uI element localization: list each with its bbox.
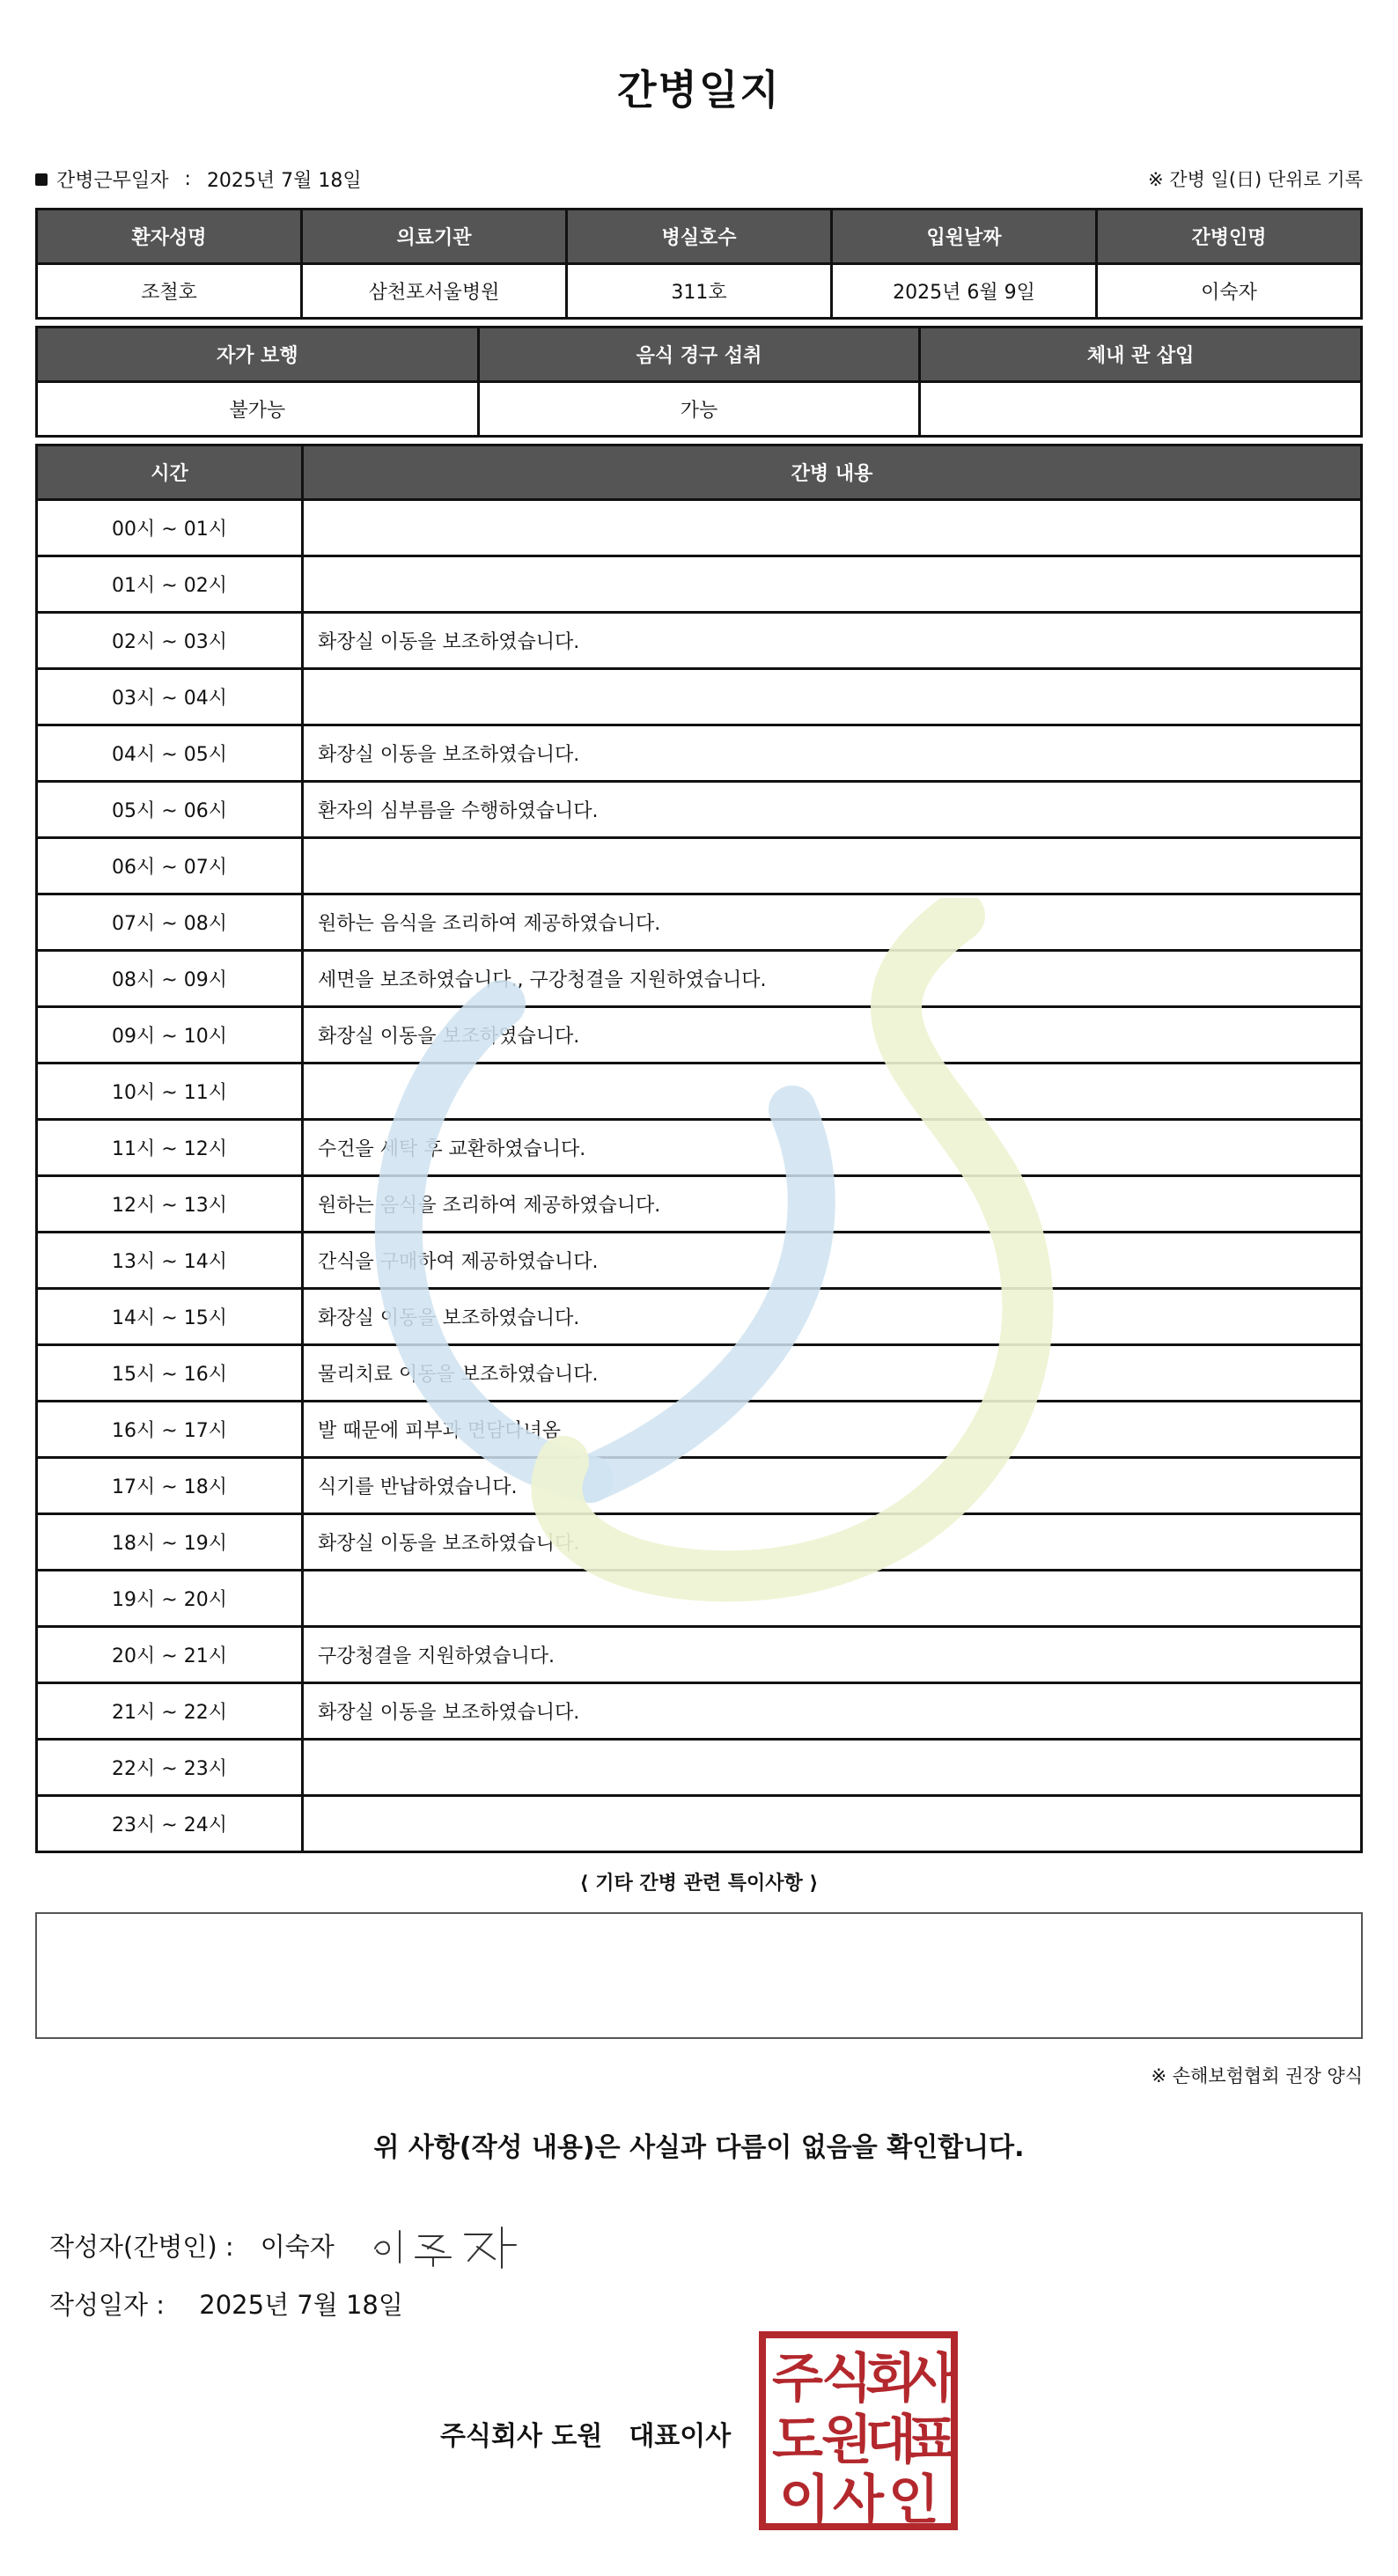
svg-text:식: 식 — [821, 2349, 872, 2408]
caregiver-name: 이숙자 — [1097, 264, 1362, 319]
care-content: 화장실 이동을 보조하였습니다. — [303, 613, 1362, 669]
svg-text:도: 도 — [772, 2410, 823, 2469]
writer-name: 이숙자 — [260, 2231, 335, 2262]
time-slot: 14시 ~ 15시 — [37, 1289, 303, 1345]
table-row — [37, 1571, 1362, 1627]
writer-line — [49, 2219, 528, 2271]
header-admission-date: 입원날짜 — [832, 210, 1097, 264]
table-row — [37, 951, 1362, 1007]
svg-text:회: 회 — [865, 2349, 916, 2408]
time-slot: 23시 ~ 24시 — [37, 1796, 303, 1852]
room-number: 311호 — [567, 264, 832, 319]
handwritten-signature — [370, 2219, 528, 2271]
time-slot: 15시 ~ 16시 — [37, 1345, 303, 1402]
care-content: 화장실 이동을 보조하였습니다. — [303, 725, 1362, 782]
header-self-walking: 자가 보행 — [37, 328, 479, 382]
care-content: 화장실 이동을 보조하였습니다. — [303, 1289, 1362, 1345]
care-content: 화장실 이동을 보조하였습니다. — [303, 1514, 1362, 1571]
admission-date: 2025년 6월 9일 — [832, 264, 1097, 319]
header-caregiver-name: 간병인명 — [1097, 210, 1362, 264]
care-content: 식기를 반납하였습니다. — [303, 1458, 1362, 1514]
time-slot: 04시 ~ 05시 — [37, 725, 303, 782]
svg-text:표: 표 — [906, 2410, 957, 2469]
oral-intake-value: 가능 — [478, 382, 920, 437]
page-title: 간병일지 — [617, 66, 781, 114]
time-slot: 18시 ~ 19시 — [37, 1514, 303, 1571]
table-row — [37, 669, 1362, 725]
table-row — [37, 1740, 1362, 1796]
patient-info-table — [35, 208, 1363, 320]
care-content — [303, 556, 1362, 613]
care-content: 물리치료 이동을 보조하였습니다. — [303, 1345, 1362, 1402]
company-signature-line — [440, 2414, 731, 2453]
table-row — [37, 1627, 1362, 1683]
table-row — [37, 1796, 1362, 1852]
time-slot: 01시 ~ 02시 — [37, 556, 303, 613]
care-content: 발 때문에 피부과 면담다녀옴 — [303, 1402, 1362, 1458]
table-row — [37, 1402, 1362, 1458]
header-care-content: 간병 내용 — [303, 445, 1362, 500]
square-bullet-icon — [35, 173, 48, 186]
care-content: 세면을 보조하였습니다., 구강청결을 지원하였습니다. — [303, 951, 1362, 1007]
header-hospital: 의료기관 — [302, 210, 567, 264]
care-content — [303, 1740, 1362, 1796]
confirmation-statement: 위 사항(작성 내용)은 사실과 다름이 없음을 확인합니다. — [373, 2132, 1025, 2163]
care-content — [303, 1796, 1362, 1852]
written-date-label: 작성일자 : — [49, 2290, 166, 2320]
table-row — [37, 1176, 1362, 1233]
svg-text:이: 이 — [779, 2470, 830, 2529]
time-slot: 08시 ~ 09시 — [37, 951, 303, 1007]
care-content — [303, 500, 1362, 556]
time-slot: 02시 ~ 03시 — [37, 613, 303, 669]
time-slot: 06시 ~ 07시 — [37, 838, 303, 894]
svg-text:주: 주 — [772, 2349, 823, 2408]
table-row — [37, 500, 1362, 556]
time-slot: 00시 ~ 01시 — [37, 500, 303, 556]
unit-note: ※ 간병 일(日) 단위로 기록 — [1148, 169, 1363, 190]
table-row — [37, 1458, 1362, 1514]
care-content: 간식을 구매하여 제공하였습니다. — [303, 1233, 1362, 1289]
work-date-value: 2025년 7월 18일 — [206, 170, 362, 192]
company-name: 주식회사 도원 — [440, 2421, 603, 2452]
header-room: 병실호수 — [567, 210, 832, 264]
svg-text:인: 인 — [888, 2470, 939, 2529]
hospital-name: 삼천포서울병원 — [302, 264, 567, 319]
header-tube-insertion: 체내 관 삽입 — [920, 328, 1362, 382]
time-slot: 17시 ~ 18시 — [37, 1458, 303, 1514]
care-content: 수건을 세탁 후 교환하였습니다. — [303, 1120, 1362, 1176]
time-slot: 07시 ~ 08시 — [37, 894, 303, 951]
svg-text:사: 사 — [906, 2349, 957, 2408]
self-walking-value: 불가능 — [37, 382, 479, 437]
care-content — [303, 669, 1362, 725]
writer-label: 작성자(간병인) : — [49, 2231, 234, 2262]
care-log-table — [35, 444, 1363, 1853]
time-slot: 20시 ~ 21시 — [37, 1627, 303, 1683]
work-date-label: 간병근무일자 — [56, 170, 169, 192]
table-row — [37, 1289, 1362, 1345]
table-row — [37, 1233, 1362, 1289]
patient-name: 조철호 — [37, 264, 302, 319]
table-row — [37, 556, 1362, 613]
table-row — [37, 838, 1362, 894]
work-date-line — [35, 166, 362, 193]
table-row — [37, 1345, 1362, 1402]
table-row — [37, 1683, 1362, 1740]
time-slot: 22시 ~ 23시 — [37, 1740, 303, 1796]
time-slot: 16시 ~ 17시 — [37, 1402, 303, 1458]
care-content: 원하는 음식을 조리하여 제공하였습니다. — [303, 1176, 1362, 1233]
table-row — [37, 1120, 1362, 1176]
table-row — [37, 725, 1362, 782]
care-content — [303, 1064, 1362, 1120]
time-slot: 11시 ~ 12시 — [37, 1120, 303, 1176]
table-row — [37, 894, 1362, 951]
svg-text:대: 대 — [865, 2410, 916, 2469]
header-time: 시간 — [37, 445, 303, 500]
written-date-value: 2025년 7월 18일 — [199, 2290, 403, 2320]
svg-text:원: 원 — [821, 2410, 872, 2469]
time-slot: 13시 ~ 14시 — [37, 1233, 303, 1289]
time-slot: 03시 ~ 04시 — [37, 669, 303, 725]
ceo-title: 대표이사 — [629, 2421, 732, 2452]
tube-insertion-value — [920, 382, 1362, 437]
special-notes-box — [35, 1912, 1363, 2039]
header-patient-name: 환자성명 — [37, 210, 302, 264]
table-row — [37, 1514, 1362, 1571]
care-content — [303, 1571, 1362, 1627]
written-date-line — [49, 2285, 403, 2322]
care-content: 환자의 심부름을 수행하였습니다. — [303, 782, 1362, 838]
time-slot: 19시 ~ 20시 — [37, 1571, 303, 1627]
condition-table — [35, 326, 1363, 438]
header-oral-intake: 음식 경구 섭취 — [478, 328, 920, 382]
special-notes-heading: ⟨ 기타 간병 관련 특이사항 ⟩ — [579, 1873, 819, 1895]
care-content: 구강청결을 지원하였습니다. — [303, 1627, 1362, 1683]
care-content — [303, 838, 1362, 894]
care-content: 원하는 음식을 조리하여 제공하였습니다. — [303, 894, 1362, 951]
form-source-note: ※ 손해보험협회 권장 양식 — [1151, 2065, 1363, 2087]
time-slot: 10시 ~ 11시 — [37, 1064, 303, 1120]
time-slot: 21시 ~ 22시 — [37, 1683, 303, 1740]
table-row — [37, 1064, 1362, 1120]
care-content: 화장실 이동을 보조하였습니다. — [303, 1007, 1362, 1064]
work-date-separator: : — [184, 168, 191, 190]
table-row — [37, 613, 1362, 669]
company-seal-stamp — [759, 2331, 958, 2530]
time-slot: 12시 ~ 13시 — [37, 1176, 303, 1233]
time-slot: 09시 ~ 10시 — [37, 1007, 303, 1064]
time-slot: 05시 ~ 06시 — [37, 782, 303, 838]
table-row — [37, 1007, 1362, 1064]
care-content: 화장실 이동을 보조하였습니다. — [303, 1683, 1362, 1740]
table-row — [37, 782, 1362, 838]
svg-text:사: 사 — [833, 2470, 884, 2529]
